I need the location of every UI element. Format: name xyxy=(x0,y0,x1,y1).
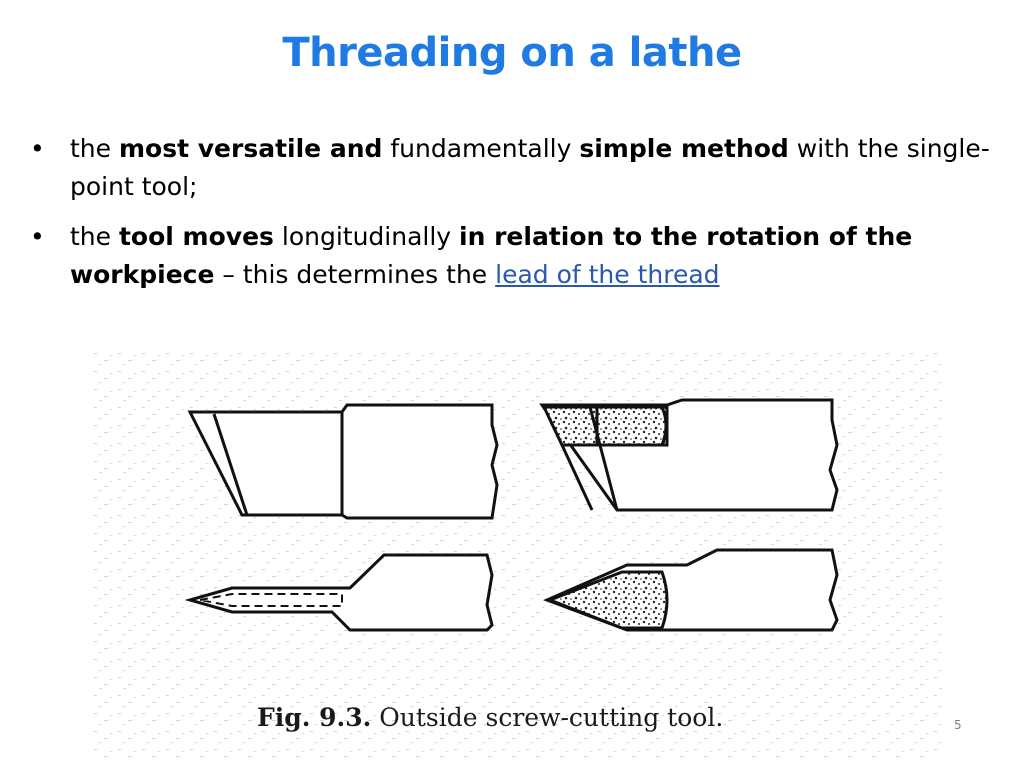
bullet-text xyxy=(70,218,1010,294)
bullet-segment-bold: most versatile and xyxy=(118,134,383,163)
page-number: 5 xyxy=(954,718,962,732)
bullet-segment: with the single-point tool; xyxy=(70,134,990,201)
caption-number: Fig. 9.3. xyxy=(257,703,372,732)
slide-title: Threading on a lathe xyxy=(282,30,742,76)
bullet-segment: the xyxy=(70,134,119,163)
bullet-list xyxy=(30,130,1010,306)
figure-caption xyxy=(257,703,723,732)
bullet-segment-bold: simple method xyxy=(579,134,789,163)
bullet-marker: • xyxy=(30,134,45,163)
lead-of-thread-link[interactable]: lead of the thread xyxy=(495,260,720,289)
bullet-segment: fundamentally xyxy=(382,134,580,163)
caption-text: Outside screw-cutting tool. xyxy=(371,703,724,732)
bullet-text xyxy=(70,130,1010,206)
tool-drawing xyxy=(92,350,942,760)
bullet-item xyxy=(30,218,1010,294)
bullet-segment-bold: tool moves xyxy=(118,222,274,251)
bullet-segment: – this determines the xyxy=(214,260,496,289)
tool-top-left xyxy=(190,405,497,518)
screw-cutting-tool-figure xyxy=(92,350,942,760)
bullet-marker: • xyxy=(30,222,45,251)
bullet-item xyxy=(30,130,1010,206)
bullet-segment: the xyxy=(70,222,119,251)
bullet-segment: longitudinally xyxy=(273,222,460,251)
bullet-segment-bold: in relation to the rotation of the workpiece xyxy=(70,222,913,289)
